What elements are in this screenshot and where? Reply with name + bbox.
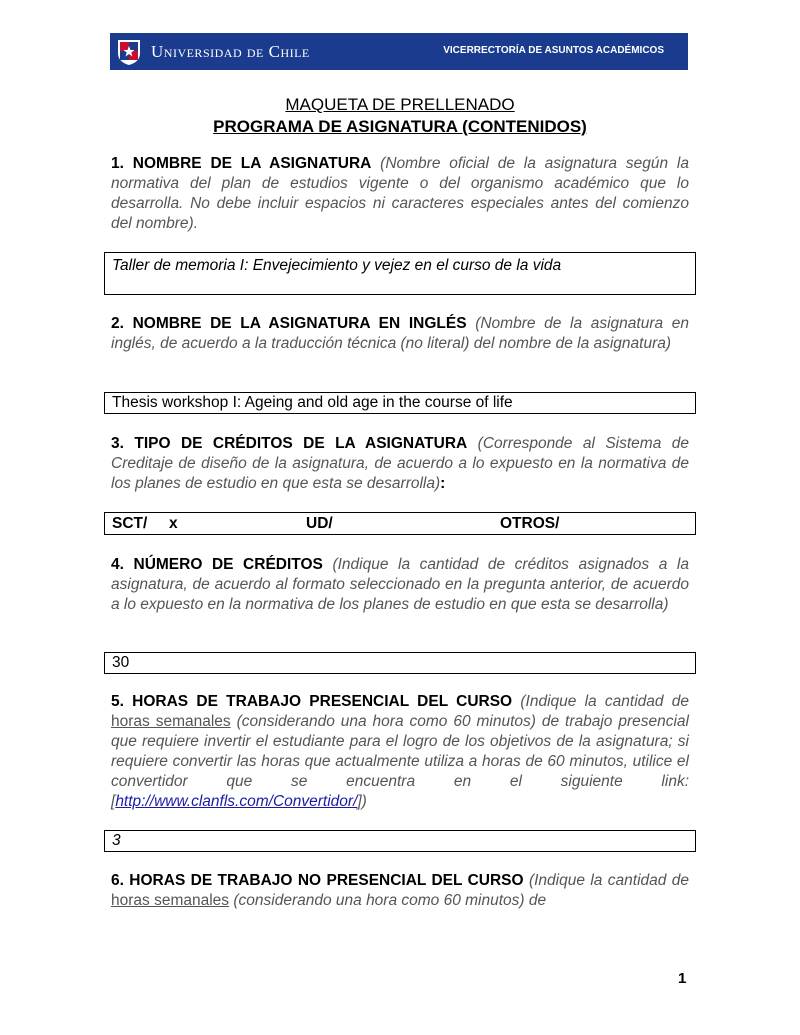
section-2 [111, 314, 689, 354]
credit-option-ud: UD/ [306, 515, 333, 532]
section-3-colon: : [440, 475, 446, 492]
header-banner [110, 33, 688, 70]
section-6 [111, 871, 689, 911]
section-5-description-c: ]) [357, 793, 367, 810]
section-6-description-underlined: horas semanales [111, 892, 230, 909]
section-3-description: (Corresponde al Sistema de Creditaje de diseño de la asignatura, de acuerdo a lo expuesto en la normativa de los planes de estudio en que esta se desarrolla) [111, 435, 689, 492]
credit-option-otros: OTROS/ [500, 515, 560, 532]
section-2-answer-box[interactable] [104, 392, 696, 414]
section-2-value: Thesis workshop I: Ageing and old age in the course of life [112, 394, 513, 411]
section-5-heading: 5. HORAS DE TRABAJO PRESENCIAL DEL CURSO [111, 693, 513, 710]
document-subtitle: PROGRAMA DE ASIGNATURA (CONTENIDOS) [213, 117, 587, 136]
section-6-heading: 6. HORAS DE TRABAJO NO PRESENCIAL DEL CURSO [111, 872, 524, 889]
section-3-heading: 3. TIPO DE CRÉDITOS DE LA ASIGNATURA [111, 435, 468, 452]
office-name: VICERRECTORÍA DE ASUNTOS ACADÉMICOS [443, 45, 664, 56]
section-6-description-a: (Indique la cantidad de [528, 872, 690, 889]
section-4 [111, 555, 689, 615]
section-4-value: 30 [112, 654, 130, 671]
section-5 [111, 692, 689, 812]
section-5-value: 3 [112, 832, 121, 849]
section-5-description-underlined: horas semanales [111, 713, 231, 730]
section-5-answer-box[interactable] [104, 830, 696, 852]
section-3 [111, 434, 689, 494]
section-4-answer-box[interactable] [104, 652, 696, 674]
section-4-heading: 4. NÚMERO DE CRÉDITOS [111, 556, 323, 573]
credit-option-sct-mark: x [169, 515, 178, 532]
section-4-description: (Indique la cantidad de créditos asignados a la asignatura, de acuerdo al formato seleccionado en la pregunta anterior, de acuerdo a lo expuesto en la normativa de los planes de estudio en que esta se desarrolla) [111, 556, 689, 613]
section-3-answer-box[interactable] [104, 512, 696, 535]
section-5-description-b: (considerando una hora como 60 minutos) de trabajo presencial que requiere invertir el estudiante para el logro de los objetivos de la asignatura; si requiere convertir las horas que actualmente utiliza a horas de 60 minutos, utilice el convertidor que se encuentra en el siguiente link: [ [111, 713, 689, 810]
section-5-description-a: (Indique la cantidad de [520, 693, 689, 710]
university-name: Universidad de Chile [151, 42, 310, 61]
university-shield-icon [116, 38, 142, 66]
section-2-description: (Nombre de la asignatura en inglés, de acuerdo a la traducción técnica (no literal) del nombre de la asignatura) [111, 315, 689, 352]
section-2-heading: 2. NOMBRE DE LA ASIGNATURA EN INGLÉS [111, 315, 467, 332]
section-1-description: (Nombre oficial de la asignatura según la normativa del plan de estudios vigente o del organismo académico que lo desarrolla. No debe incluir espacios ni caracteres especiales antes del comienzo del nombre). [111, 155, 689, 232]
converter-link[interactable]: http://www.clanfls.com/Convertidor/ [115, 793, 358, 810]
credit-option-sct: SCT/ [112, 515, 148, 532]
page-number: 1 [678, 970, 687, 987]
section-1-value: Taller de memoria I: Envejecimiento y vejez en el curso de la vida [112, 257, 562, 274]
document-title: MAQUETA DE PRELLENADO [285, 95, 515, 114]
section-6-description-b: (considerando una hora como 60 minutos) de [233, 892, 547, 909]
section-1-answer-box[interactable] [104, 252, 696, 295]
section-1-heading: 1. NOMBRE DE LA ASIGNATURA [111, 155, 372, 172]
section-1 [111, 154, 689, 234]
